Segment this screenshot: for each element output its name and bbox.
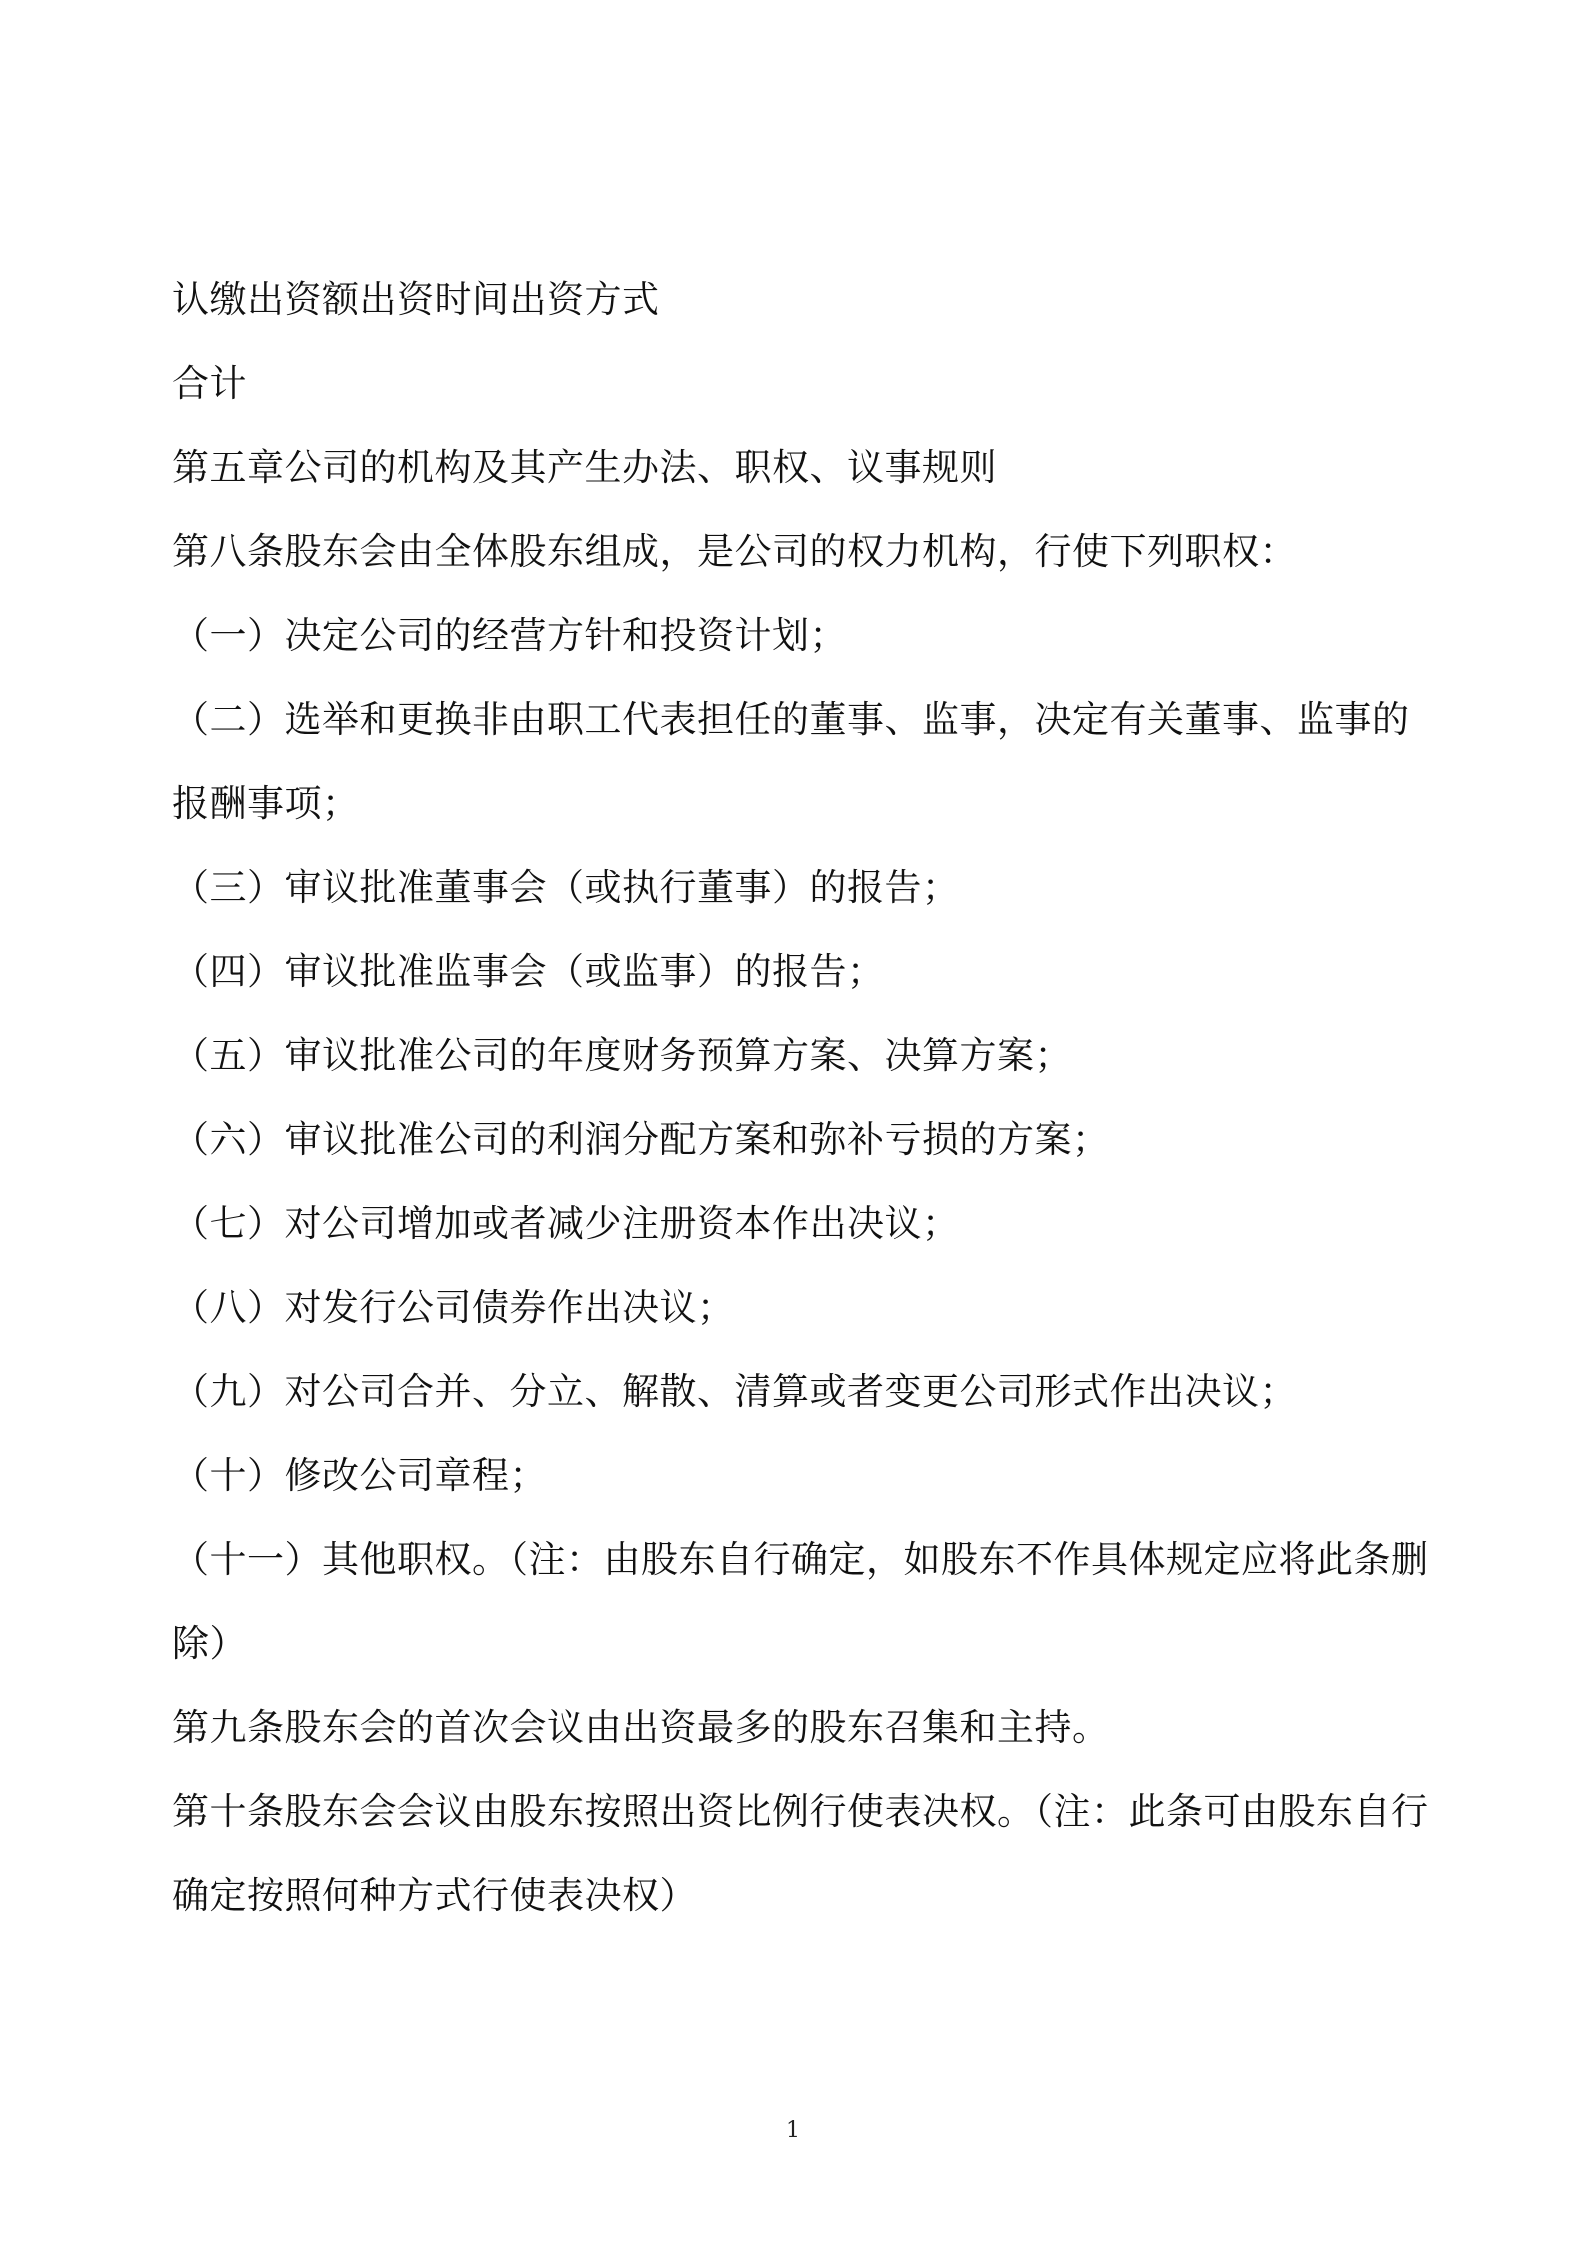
clause-10: （十）修改公司章程；	[172, 1454, 547, 1497]
clause-6: （六）审议批准公司的利润分配方案和弥补亏损的方案；	[172, 1118, 1110, 1161]
clause-2-continued: 报酬事项；	[172, 782, 360, 825]
text-line-contribution-header: 认缴出资额出资时间出资方式	[172, 278, 660, 321]
chapter-heading: 第五章公司的机构及其产生办法、职权、议事规则	[172, 446, 997, 489]
clause-11: （十一）其他职权。（注：由股东自行确定，如股东不作具体规定应将此条删	[172, 1538, 1429, 1581]
clause-9: （九）对公司合并、分立、解散、清算或者变更公司形式作出决议；	[172, 1370, 1297, 1413]
article-10: 第十条股东会会议由股东按照出资比例行使表决权。（注：此条可由股东自行	[172, 1790, 1429, 1833]
text-line-total: 合计	[172, 362, 247, 405]
page-number: 1	[786, 2118, 800, 2143]
clause-8: （八）对发行公司债券作出决议；	[172, 1286, 735, 1329]
document-body	[172, 258, 1432, 1938]
clause-2: （二）选举和更换非由职工代表担任的董事、监事，决定有关董事、监事的	[172, 698, 1410, 741]
article-10-continued: 确定按照何种方式行使表决权）	[172, 1874, 697, 1917]
clause-7: （七）对公司增加或者减少注册资本作出决议；	[172, 1202, 960, 1245]
clause-1: （一）决定公司的经营方针和投资计划；	[172, 614, 847, 657]
clause-4: （四）审议批准监事会（或监事）的报告；	[172, 950, 885, 993]
clause-5: （五）审议批准公司的年度财务预算方案、决算方案；	[172, 1034, 1072, 1077]
article-9: 第九条股东会的首次会议由出资最多的股东召集和主持。	[172, 1706, 1110, 1749]
clause-11-continued: 除）	[172, 1622, 247, 1665]
clause-3: （三）审议批准董事会（或执行董事）的报告；	[172, 866, 960, 909]
article-8: 第八条股东会由全体股东组成，是公司的权力机构，行使下列职权：	[172, 530, 1297, 573]
